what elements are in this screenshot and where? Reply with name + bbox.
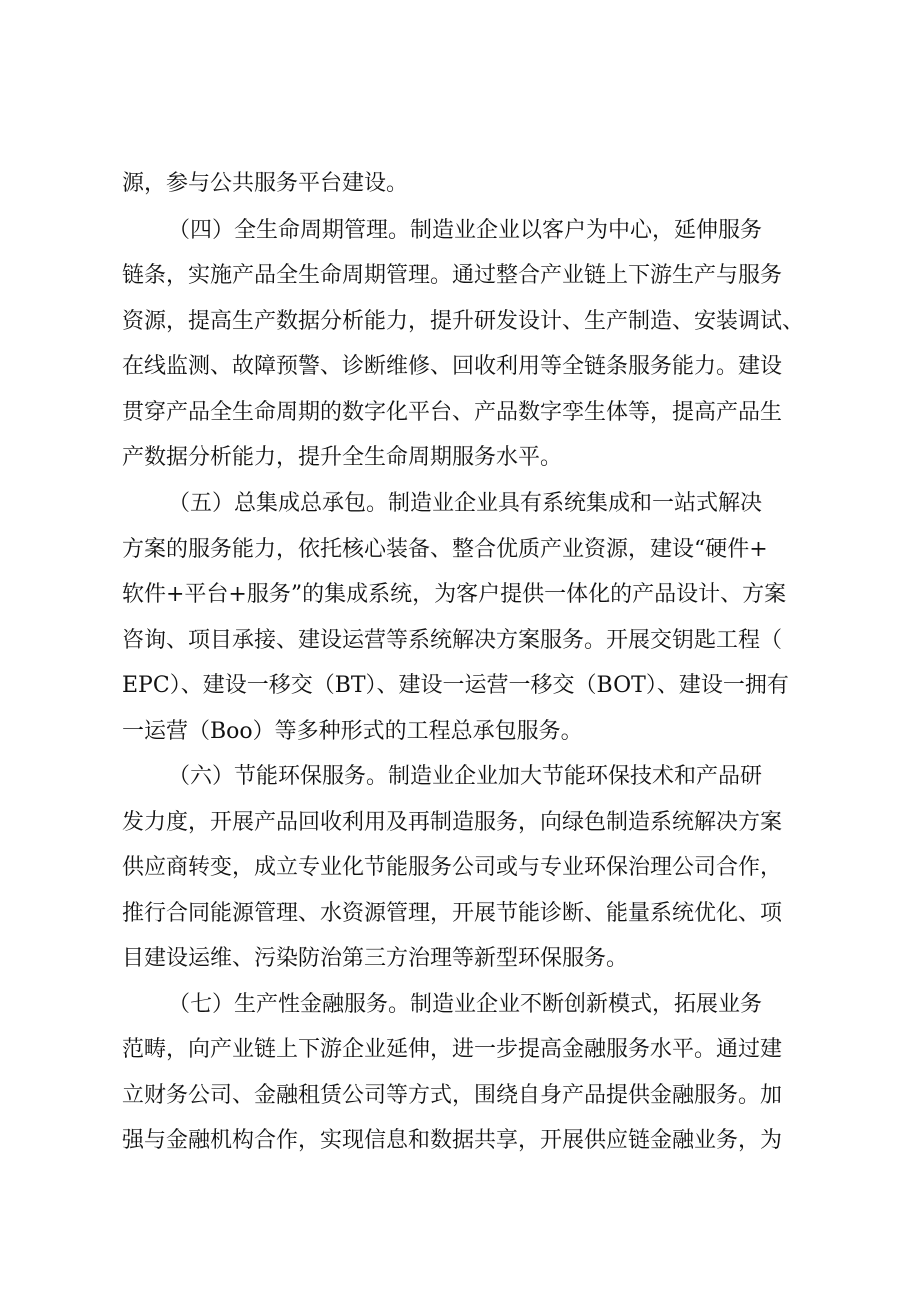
text-line: 推行合同能源管理、水资源管理，开展节能诊断、能量系统优化、项 xyxy=(122,901,783,926)
text-line: 源，参与公共服务平台建设。 xyxy=(122,171,409,196)
text-line: EPC）、建设一移交（BT）、建设一运营一移交（BOT）、建设一拥有 xyxy=(122,673,789,698)
section-heading-line: （四）全生命周期管理。制造业企业以客户为中心，延伸服务 xyxy=(168,218,763,243)
text-line: 产数据分析能力，提升全生命周期服务水平。 xyxy=(122,445,563,470)
text-line: 咨询、项目承接、建设运营等系统解决方案服务。开展交钥匙工程（ xyxy=(122,628,783,653)
text-line: 强与金融机构合作，实现信息和数据共享，开展供应链金融业务，为 xyxy=(122,1128,783,1153)
section-heading-line: （七）生产性金融服务。制造业企业不断创新模式，拓展业务 xyxy=(168,992,763,1017)
section-heading-line: （六）节能环保服务。制造业企业加大节能环保技术和产品研 xyxy=(168,764,763,789)
section-heading-line: （五）总集成总承包。制造业企业具有系统集成和一站式解决 xyxy=(168,491,763,516)
text-line: 软件+平台+服务”的集成系统，为客户提供一体化的产品设计、方案 xyxy=(122,582,787,607)
text-line: 目建设运维、污染防治第三方治理等新型环保服务。 xyxy=(122,946,629,971)
text-line: 资源，提高生产数据分析能力，提升研发设计、生产制造、安装调试、 xyxy=(122,309,805,334)
text-line: 在线监测、故障预警、诊断维修、回收利用等全链条服务能力。建设 xyxy=(122,354,783,379)
text-line: 一运营（Boo）等多种形式的工程总承包服务。 xyxy=(122,719,583,744)
text-line: 贯穿产品全生命周期的数字化平台、产品数字孪生体等，提高产品生 xyxy=(122,400,783,425)
text-line: 范畴，向产业链上下游企业延伸，进一步提高金融服务水平。通过建 xyxy=(122,1037,783,1062)
text-line: 供应商转变，成立专业化节能服务公司或与专业环保治理公司合作， xyxy=(122,855,783,880)
text-line: 链条，实施产品全生命周期管理。通过整合产业链上下游生产与服务 xyxy=(122,263,783,288)
text-line: 方案的服务能力，依托核心装备、整合优质产业资源，建设“硬件+ xyxy=(122,537,768,562)
text-line: 立财务公司、金融租赁公司等方式，围绕自身产品提供金融服务。加 xyxy=(122,1083,783,1108)
text-line: 发力度，开展产品回收利用及再制造服务，向绿色制造系统解决方案 xyxy=(122,810,783,835)
